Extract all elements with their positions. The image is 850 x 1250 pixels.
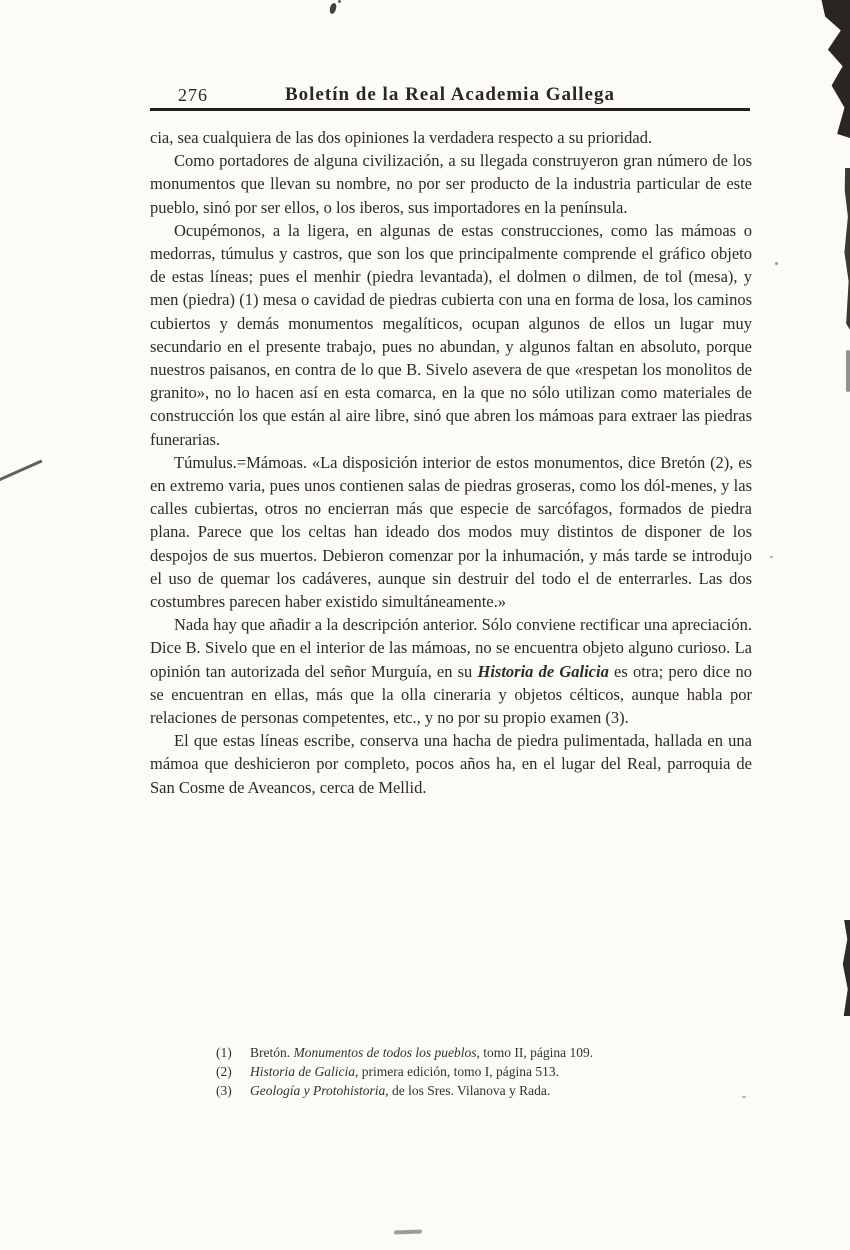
ink-speck xyxy=(770,556,773,558)
scan-artifact-right-edge-streak-mid xyxy=(846,350,850,392)
scan-artifact-bottom-mark xyxy=(394,1230,422,1234)
footnotes xyxy=(216,1043,761,1100)
footnote-2-title: Historia de Galicia xyxy=(250,1064,355,1079)
page-header xyxy=(150,80,750,106)
footnote-2-number: (2) xyxy=(216,1064,232,1079)
scan-artifact-right-edge-streak-top xyxy=(843,168,850,330)
scan-artifact-top-speck-dot xyxy=(338,0,341,3)
paragraph-1 xyxy=(150,126,752,149)
paragraph-1-text: cia, sea cualquiera de las dos opiniones la verdadera respecto a su prioridad. xyxy=(150,128,653,147)
paragraph-6-text: El que estas líneas escribe, conserva una hacha de piedra pulimentada, hallada en una mámoa que deshicieron por completo, pocos años ha, en el lugar del Real, parroquia de San Cosme de Aveancos, cerca de Mellid. xyxy=(150,731,752,797)
footnote-2-post: , primera edición, tomo I, página 513. xyxy=(355,1064,559,1079)
footnote-1-post: , tomo II, página 109. xyxy=(476,1045,594,1060)
paragraph-5-text-a: Nada hay que añadir a la descripción anterior. Sólo conviene rectificar una apreciación. Dice B. Sivelo que en el interior de las mámoas, no se encuentra objeto alguno curioso. La opinión tan autorizada del señor Murguía, en su xyxy=(150,615,752,681)
footnote-3-number: (3) xyxy=(216,1083,232,1098)
paragraph-4-text: Túmulus.=Mámoas. «La disposición interior de estos monumentos, dice Bretón (2), es en extremo varia, pues unos contienen salas de piedras groseras, como los dól-menes, y las calles cubiertas, otros no encierran más que especie de sarcófagos, formados de piedra plana. Parece que los celtas han ideado dos modos muy distintos de disponer de los despojos de sus muertos. Debieron comenzar por la inhumación, y más tarde se introdujo el uso de quemar los cadáveres, aunque sin destruir del todo el de enterrarles. Las dos costumbres parecen haber existido simultáneamente.» xyxy=(150,452,752,612)
footnote-1-number: (1) xyxy=(216,1045,232,1060)
paragraph-2 xyxy=(150,149,752,219)
paragraph-5 xyxy=(150,613,752,729)
footnote-1-title: Monumentos de todos los pueblos xyxy=(293,1045,477,1060)
footnote-2 xyxy=(216,1062,761,1081)
page-body xyxy=(150,126,752,799)
paragraph-3 xyxy=(150,219,752,451)
scan-artifact-right-edge-streak-bottom xyxy=(841,920,850,1016)
footnote-3 xyxy=(216,1081,761,1100)
paragraph-2-text: Como portadores de alguna civilización, a su llegada construyeron gran número de los monumentos que llevan su nombre, no por ser producto de la industria particular de este pueblo, sinó por ser ellos, o los iberos, sus importadores en la península. xyxy=(150,151,752,217)
scan-artifact-corner-blob xyxy=(804,0,850,138)
scan-artifact-top-speck xyxy=(329,2,337,14)
page-number: 276 xyxy=(178,85,208,105)
footnote-1-pre: Bretón. xyxy=(250,1045,294,1060)
paragraph-5-book-title: Historia de Galicia xyxy=(477,661,609,681)
footnote-3-title: Geología y Protohistoria xyxy=(250,1083,386,1098)
paragraph-3-text: Ocupémonos, a la ligera, en algunas de estas construcciones, como las mámoas o medorras, túmulus y castros, que son los que principalmente comprende el gráfico objeto de estas líneas; pues el menhir (piedra levantada), el dolmen o dilmen, de tol (mesa), y men (piedra) (1) mesa o cavidad de piedras cubierta con una en forma de losa, los caminos cubiertos y demás monumentos megalíticos, ocupan algunos de ellos un lugar muy secundario en el presente trabajo, pues no abundan, y algunos faltan en absoluto, porque nuestros paisanos, en contra de lo que B. Sivelo asevera de que «respetan los monolitos de granito», no lo hacen así en esta comarca, en la que no sólo utilizan como materiales de construcción los que están al aire libre, sinó que abren los mámoas para extraer las piedras funerarias. xyxy=(150,220,752,449)
ink-speck xyxy=(775,262,778,265)
header-rule xyxy=(150,108,750,111)
paragraph-6 xyxy=(150,729,752,799)
scan-artifact-left-slash xyxy=(0,460,42,483)
header-title: Boletín de la Real Academia Gallega xyxy=(284,84,615,105)
footnote-1 xyxy=(216,1043,761,1062)
paragraph-5-text-b: es otra; pero dice no se encuentran en ellas, más que la olla cineraria y objetos célticos, aunque habla por relaciones de personas competentes, etc., y no por su propio examen (3). xyxy=(150,661,753,728)
paragraph-4 xyxy=(150,451,752,613)
footnote-3-post: , de los Sres. Vilanova y Rada. xyxy=(385,1083,551,1098)
